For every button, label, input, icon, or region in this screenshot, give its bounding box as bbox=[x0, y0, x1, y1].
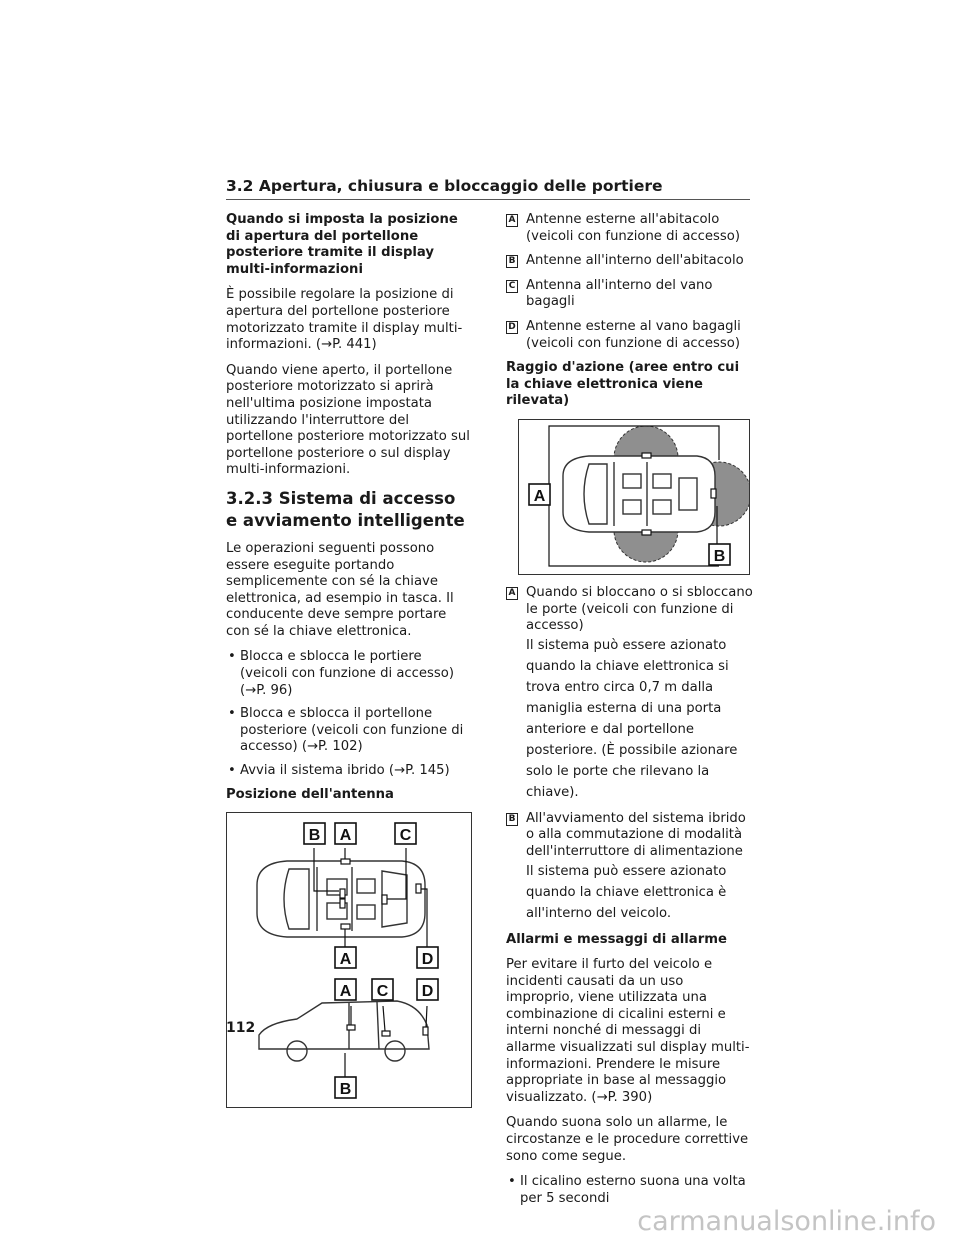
range-item-a bbox=[506, 585, 754, 803]
range-text: Quando si bloccano o si sbloccano le porte (veicoli con funzione di accesso) bbox=[526, 584, 753, 634]
letter-box: A bbox=[506, 587, 518, 600]
page-number: 112 bbox=[226, 1020, 256, 1036]
svg-text:A: A bbox=[339, 951, 352, 969]
figure-label-b-top bbox=[304, 823, 325, 844]
range-item-b bbox=[506, 811, 754, 924]
section-title-smart-entry: 3.2.3 Sistema di accesso e avviamento intelligente bbox=[226, 488, 465, 530]
svg-text:D: D bbox=[421, 951, 434, 969]
svg-text:C: C bbox=[399, 827, 412, 845]
legend-text: Antenne esterne all'abitacolo (veicoli con funzione di accesso) bbox=[526, 212, 740, 244]
paragraph-alarm-2: Quando suona solo un allarme, le circostanze e le procedure correttive sono come segue. bbox=[506, 1115, 749, 1164]
svg-text:A: A bbox=[533, 487, 546, 505]
paragraph-smart-entry: Le operazioni seguenti possono essere eseguite portando semplicemente con sé la chiave elettronica, ad esempio in tasca. Il conducente deve sempre portare con sé la chiave elettronica. bbox=[226, 540, 454, 639]
left-column bbox=[226, 212, 472, 1118]
figure-label-c-top bbox=[395, 823, 416, 844]
legend-text: Antenna all'interno del vano bagagli bbox=[526, 277, 713, 310]
range-text: All'avviamento del sistema ibrido o alla commutazione di modalità dell'interruttore di alimentazione bbox=[526, 810, 746, 859]
heading-antenna-position: Posizione dell'antenna bbox=[226, 786, 394, 802]
figure-label-d-side bbox=[417, 979, 438, 1000]
list-item: • Blocca e sblocca le portiere (veicoli con funzione di accesso) (→P. 96) bbox=[226, 649, 472, 699]
range-diagram bbox=[519, 420, 749, 574]
side-antenna-markers bbox=[347, 1025, 428, 1036]
paragraph-tailgate-2: Quando viene aperto, il portellone posteriore motorizzato si aprirà nell'ultima posizione impostata utilizzando l'interruttore del portellone posteriore motorizzato sul portellone posteriore o sul display multi-informazioni. bbox=[226, 362, 470, 478]
list-item: • Blocca e sblocca il portellone posteriore (veicoli con funzione di accesso) (→P. 102) bbox=[226, 706, 472, 756]
letter-box: D bbox=[506, 321, 518, 334]
letter-box: B bbox=[506, 813, 518, 826]
letter-box: B bbox=[506, 255, 518, 268]
section-header: 3.2 Apertura, chiusura e bloccaggio delle portiere bbox=[226, 177, 750, 200]
svg-text:B: B bbox=[339, 1081, 352, 1099]
car-side-view-image bbox=[259, 1001, 429, 1061]
heading-tailgate-position: Quando si imposta la posizione di apertura del portellone posteriore tramite il display multi-informazioni bbox=[226, 212, 458, 277]
figure-label-b-bottom bbox=[335, 1077, 356, 1098]
figure-label-c-side bbox=[372, 979, 393, 1000]
range-subtext: Il sistema può essere azionato quando la chiave elettronica è all'interno del veicolo. bbox=[526, 863, 727, 921]
svg-text:C: C bbox=[376, 983, 389, 1001]
svg-text:D: D bbox=[421, 983, 434, 1001]
letter-box: C bbox=[506, 280, 518, 293]
legend-item-b bbox=[506, 253, 754, 270]
right-column bbox=[506, 212, 754, 1214]
svg-text:B: B bbox=[713, 547, 726, 565]
watermark: carmanualsonline.info bbox=[637, 1206, 936, 1237]
legend-text: Antenne all'interno dell'abitacolo bbox=[526, 253, 744, 269]
range-label-a bbox=[529, 484, 550, 505]
list-item: • Il cicalino esterno suona una volta per 5 secondi bbox=[506, 1174, 754, 1207]
side-leader-lines bbox=[345, 1006, 427, 1077]
range-label-b bbox=[709, 544, 730, 565]
heading-alarm: Allarmi e messaggi di allarme bbox=[506, 931, 727, 947]
antenna-diagram bbox=[227, 813, 457, 1107]
figure-label-a-mid bbox=[335, 947, 356, 968]
figure-label-a-top bbox=[335, 823, 356, 844]
svg-text:A: A bbox=[339, 983, 352, 1001]
list-item: • Avvia il sistema ibrido (→P. 145) bbox=[226, 763, 472, 780]
antenna-position-figure bbox=[226, 812, 472, 1108]
legend-item-a bbox=[506, 212, 754, 245]
legend-text: Antenne esterne al vano bagagli (veicoli con funzione di accesso) bbox=[526, 318, 741, 351]
legend-item-d bbox=[506, 319, 754, 352]
svg-text:A: A bbox=[339, 827, 352, 845]
svg-text:B: B bbox=[308, 827, 321, 845]
figure-label-d-mid bbox=[417, 947, 438, 968]
heading-range: Raggio d'azione (aree entro cui la chiave elettronica viene rilevata) bbox=[506, 360, 740, 409]
range-subtext: Il sistema può essere azionato quando la chiave elettronica si trova entro circa 0,7 m dalla maniglia esterna di una porta anteriore e dal portellone posteriore. (È possibile azionare solo le porte che rilevano la chiave). bbox=[526, 637, 738, 800]
paragraph-alarm-1: Per evitare il furto del veicolo e incidenti causati da un uso improprio, viene utilizzata una combinazione di cicalini esterni e interni nonché di messaggi di allarme visualizzati sul display multi-informazioni. Prendere le misure appropriate in base al messaggio visualizzato. (→P. 390) bbox=[506, 957, 750, 1105]
range-figure bbox=[518, 419, 750, 575]
paragraph-tailgate-1: È possibile regolare la posizione di apertura del portellone posteriore motorizzato tramite il display multi-informazioni. (→P. 441) bbox=[226, 287, 463, 353]
figure-label-a-side bbox=[335, 979, 356, 1000]
car-range-top-view-image bbox=[563, 456, 715, 532]
letter-box: A bbox=[506, 214, 518, 227]
legend-item-c bbox=[506, 278, 754, 311]
